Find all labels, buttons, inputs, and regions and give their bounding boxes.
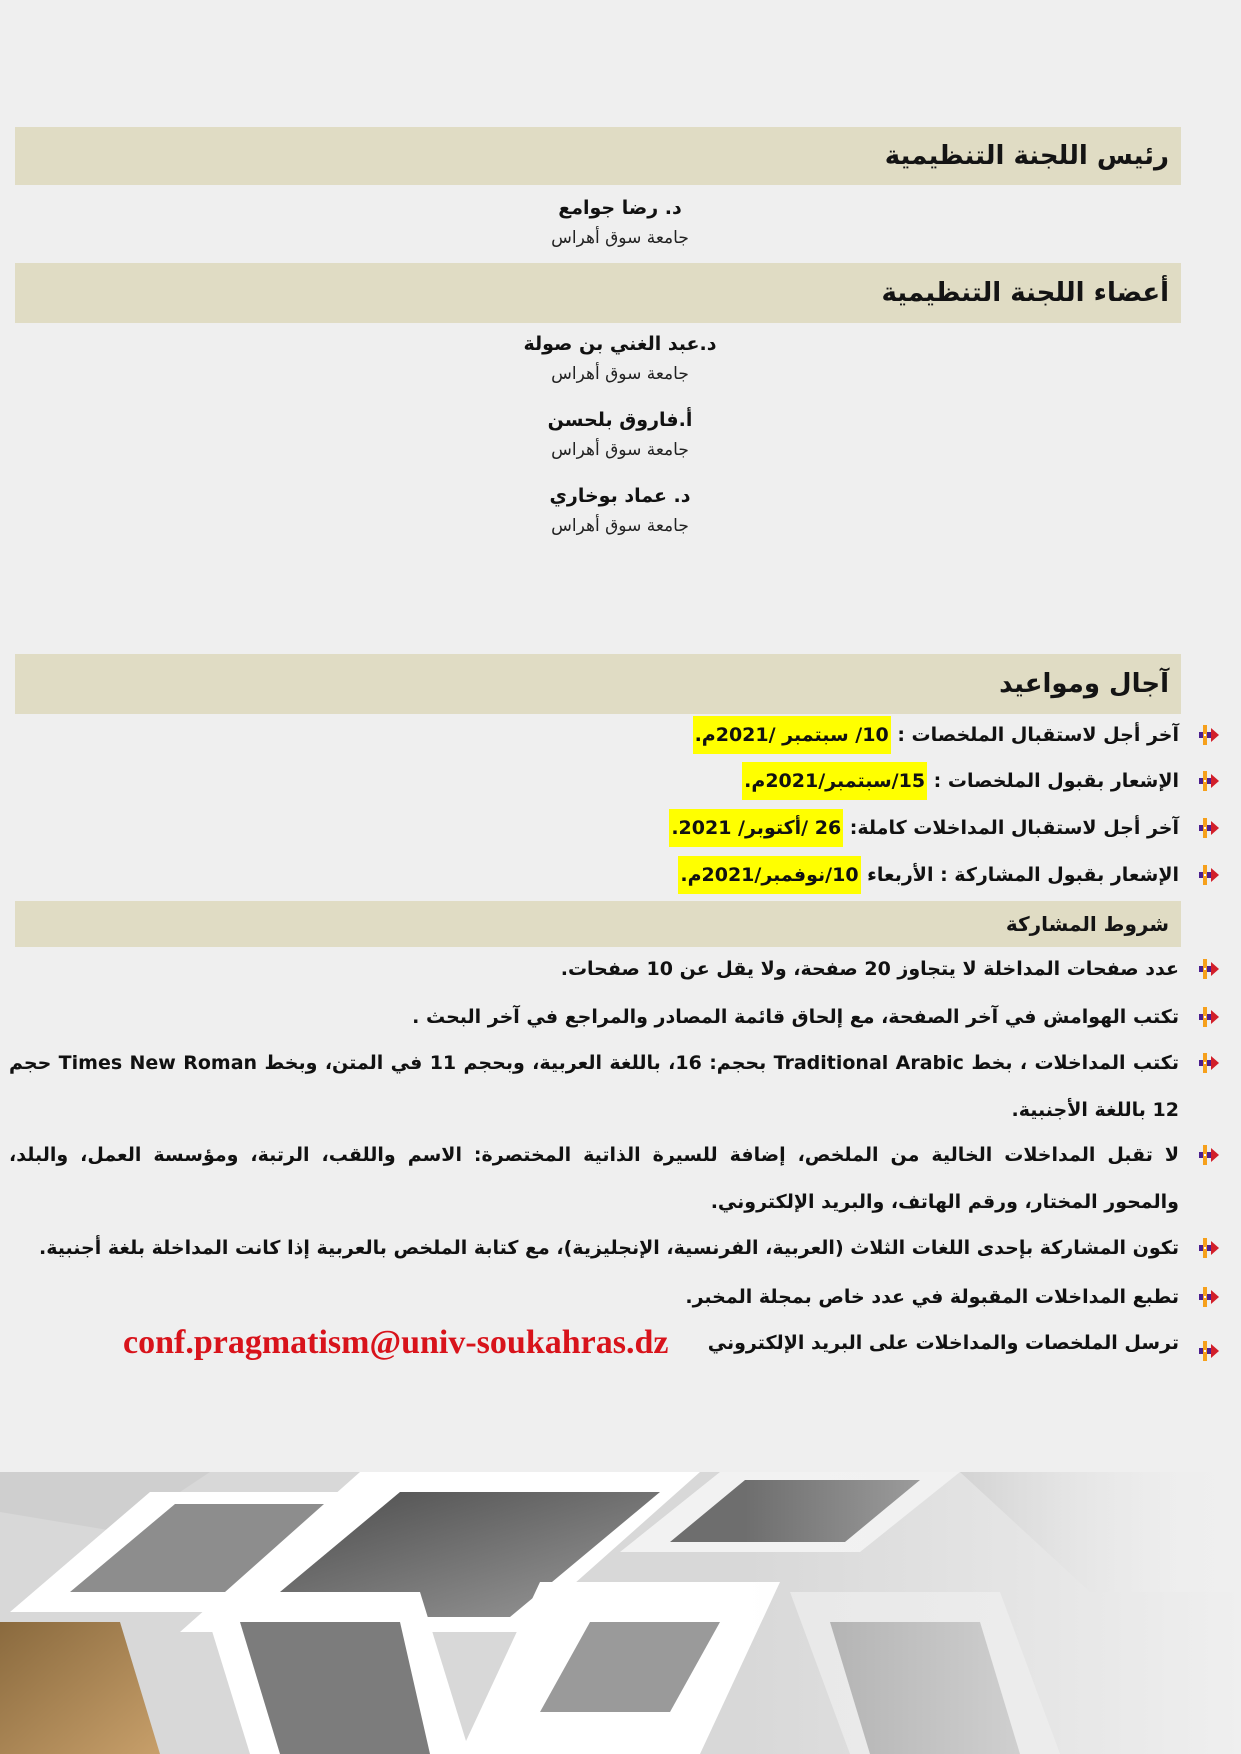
committee-member (420, 481, 820, 541)
deadline-label: آخر أجل لاستقبال المداخلات كاملة: (843, 817, 1179, 839)
deadline-date: 15/سبتمبر/2021م. (742, 762, 927, 800)
condition-item (9, 994, 1219, 1040)
bullet-arrow-icon (1195, 1051, 1219, 1075)
committee-head-heading: رئيس اللجنة التنظيمية (15, 127, 1181, 185)
committee-head-university: جامعة سوق أهراس (551, 228, 689, 248)
condition-text: تكون المشاركة بإحدى اللغات الثلاث (العربية، الفرنسية، الإنجليزية)، مع كتابة الملخص بالعربية إذا كانت المداخلة بلغة أجنبية. (39, 1237, 1179, 1259)
deadline-item (9, 712, 1219, 758)
member-name: أ.فاروق بلحسن (547, 409, 693, 431)
bullet-arrow-icon (1195, 1236, 1219, 1260)
condition-text: لا تقبل المداخلات الخالية من الملخص، إضافة للسيرة الذاتية المختصرة: الاسم واللقب، الرتبة، ومؤسسة العمل، والبلد، والمحور المختار، ورقم الهاتف، والبريد الإلكتروني. (9, 1144, 1179, 1213)
condition-item (9, 1132, 1219, 1226)
bullet-arrow-icon (1195, 1285, 1219, 1309)
decorative-footer-graphic (0, 1472, 1241, 1754)
bullet-arrow-icon (1195, 957, 1219, 981)
bullet-arrow-icon (1195, 723, 1219, 747)
member-name: د.عبد الغني بن صولة (523, 333, 717, 355)
email-label: ترسل الملخصات والمداخلات على البريد الإلكتروني (707, 1332, 1179, 1354)
bullet-arrow-icon (1195, 1143, 1219, 1167)
deadline-item (9, 852, 1219, 898)
deadline-date: 10/نوفمبر/2021م. (678, 856, 860, 894)
bullet-arrow-icon (1195, 863, 1219, 887)
deadline-item (9, 758, 1219, 804)
deadline-date: 10/ سبتمبر /2021م. (693, 716, 891, 754)
deadline-label: الإشعار بقبول المشاركة : الأربعاء (860, 864, 1179, 886)
condition-item (9, 946, 1219, 992)
committee-head-name: د. رضا جوامع (558, 197, 682, 219)
bullet-arrow-icon (1195, 1339, 1219, 1363)
condition-text: تكتب الهوامش في آخر الصفحة، مع إلحاق قائمة المصادر والمراجع في آخر البحث . (412, 1006, 1179, 1028)
conditions-heading: شروط المشاركة (15, 901, 1181, 947)
deadline-item (9, 805, 1219, 851)
condition-item (9, 1274, 1219, 1320)
condition-text: عدد صفحات المداخلة لا يتجاوز 20 صفحة، ولا يقل عن 10 صفحات. (560, 958, 1179, 980)
condition-text: تطبع المداخلات المقبولة في عدد خاص بمجلة المخبر. (685, 1286, 1179, 1308)
deadline-label: الإشعار بقبول الملخصات : (927, 770, 1179, 792)
member-university: جامعة سوق أهراس (551, 516, 689, 536)
committee-member (420, 329, 820, 389)
contact-email-link[interactable]: conf.pragmatism@univ-soukahras.dz (123, 1324, 669, 1361)
member-name: د. عماد بوخاري (549, 485, 691, 507)
bullet-arrow-icon (1195, 816, 1219, 840)
bullet-arrow-icon (1195, 1005, 1219, 1029)
deadline-date: 26 /أكتوبر/ 2021. (669, 809, 843, 847)
deadline-label: آخر أجل لاستقبال الملخصات : (890, 724, 1179, 746)
member-university: جامعة سوق أهراس (551, 440, 689, 460)
committee-head (420, 193, 820, 253)
condition-item (9, 1040, 1219, 1134)
condition-text: تكتب المداخلات ، بخط Traditional Arabic بحجم: 16، باللغة العربية، وبحجم 11 في المتن، وبخط Times New Roman حجم 12 باللغة الأجنبية. (9, 1052, 1179, 1121)
bullet-arrow-icon (1195, 769, 1219, 793)
member-university: جامعة سوق أهراس (551, 364, 689, 384)
committee-member (420, 405, 820, 465)
committee-members-heading: أعضاء اللجنة التنظيمية (15, 263, 1181, 323)
condition-item (9, 1225, 1219, 1271)
email-row (9, 1324, 1219, 1376)
deadlines-heading: آجال ومواعيد (15, 654, 1181, 714)
